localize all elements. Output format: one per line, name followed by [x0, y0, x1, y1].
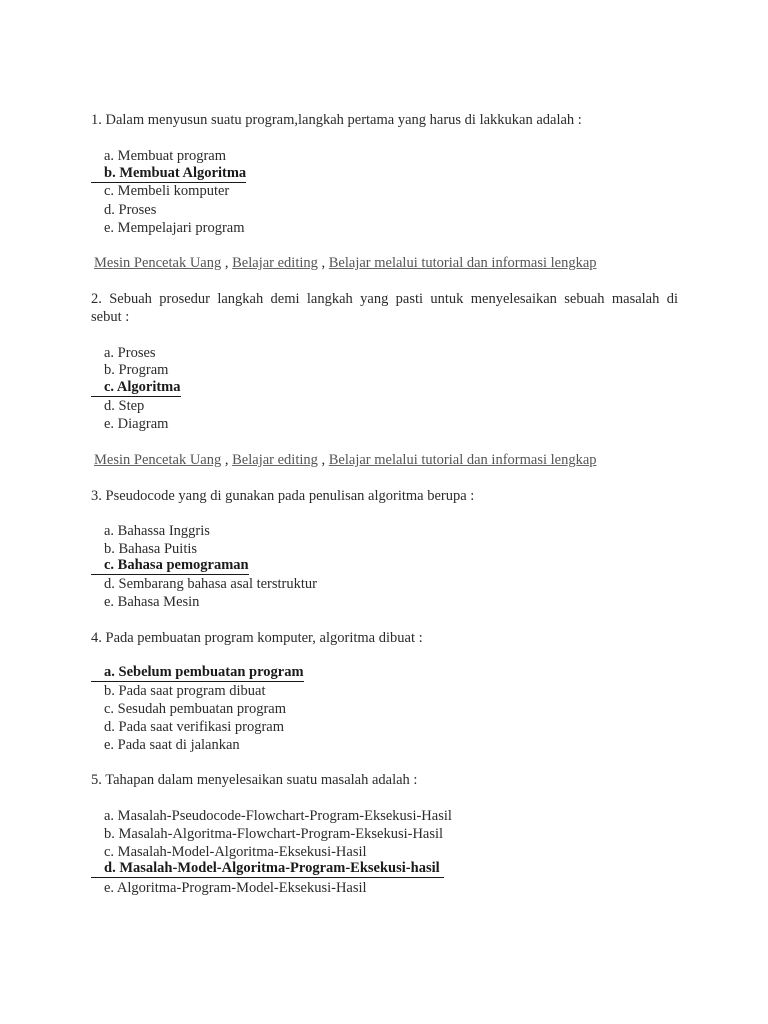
question-5-text: 5. Tahapan dalam menyelesaikan suatu masalah adalah : — [91, 772, 418, 788]
question-4-text: 4. Pada pembuatan program komputer, algoritma dibuat : — [91, 630, 423, 646]
question-3-option-b: b. Bahasa Puitis — [104, 541, 198, 557]
question-1-option-d: d. Proses — [104, 202, 157, 218]
question-2-option-d: d. Step — [104, 398, 145, 414]
link-separator: , — [317, 452, 329, 468]
question-5-option-b: b. Masalah-Algoritma-Flowchart-Program-Eksekusi-Hasil — [104, 826, 444, 842]
question-3-text: 3. Pseudocode yang di gunakan pada penulisan algoritma berupa : — [91, 488, 475, 504]
link-belajar-editing[interactable]: Belajar editing — [232, 452, 318, 468]
link-separator: , — [221, 452, 233, 468]
question-5-option-d-answer: d. Masalah-Model-Algoritma-Program-Eksekusi-hasil — [91, 860, 444, 878]
links-row-2 — [94, 451, 597, 469]
question-1-option-e: e. Mempelajari program — [104, 220, 245, 236]
question-3-option-d: d. Sembarang bahasa asal terstruktur — [104, 576, 317, 592]
question-2-text-line-1: 2. Sebuah prosedur langkah demi langkah yang pasti untuk menyelesaikan sebuah masalah di — [91, 291, 678, 307]
question-1-option-c: c. Membeli komputer — [104, 183, 230, 199]
question-2-option-b: b. Program — [104, 362, 169, 378]
question-2-option-a: a. Proses — [104, 345, 156, 361]
question-5-option-c: c. Masalah-Model-Algoritma-Eksekusi-Hasil — [104, 844, 367, 860]
link-mesin-pencetak-uang[interactable]: Mesin Pencetak Uang — [94, 255, 222, 271]
question-4-option-d: d. Pada saat verifikasi program — [104, 719, 284, 735]
link-belajar-tutorial[interactable]: Belajar melalui tutorial dan informasi lengkap — [328, 255, 597, 271]
question-4-option-c: c. Sesudah pembuatan program — [104, 701, 287, 717]
question-3-option-a: a. Bahassa Inggris — [104, 523, 210, 539]
question-5-option-a: a. Masalah-Pseudocode-Flowchart-Program-Eksekusi-Hasil — [104, 808, 452, 824]
question-1-option-b-answer: b. Membuat Algoritma — [91, 165, 246, 183]
question-4-option-b: b. Pada saat program dibuat — [104, 683, 266, 699]
link-belajar-editing[interactable]: Belajar editing — [232, 255, 318, 271]
question-2-text-line-2: sebut : — [91, 309, 130, 325]
question-4-option-e: e. Pada saat di jalankan — [104, 737, 240, 753]
link-separator: , — [221, 255, 233, 271]
question-1-text: 1. Dalam menyusun suatu program,langkah pertama yang harus di lakkukan adalah : — [91, 112, 582, 128]
question-1-option-a: a. Membuat program — [104, 148, 227, 164]
question-5-option-e: e. Algoritma-Program-Model-Eksekusi-Hasil — [104, 880, 367, 896]
link-mesin-pencetak-uang[interactable]: Mesin Pencetak Uang — [94, 452, 222, 468]
question-2-option-e: e. Diagram — [104, 416, 169, 432]
links-row-1 — [94, 254, 597, 272]
question-4-option-a-answer: a. Sebelum pembuatan program — [91, 664, 304, 682]
question-3-option-e: e. Bahasa Mesin — [104, 594, 200, 610]
question-3-option-c-answer: c. Bahasa pemograman — [91, 557, 249, 575]
question-2-option-c-answer: c. Algoritma — [91, 379, 181, 397]
link-belajar-tutorial[interactable]: Belajar melalui tutorial dan informasi lengkap — [328, 452, 597, 468]
link-separator: , — [317, 255, 329, 271]
